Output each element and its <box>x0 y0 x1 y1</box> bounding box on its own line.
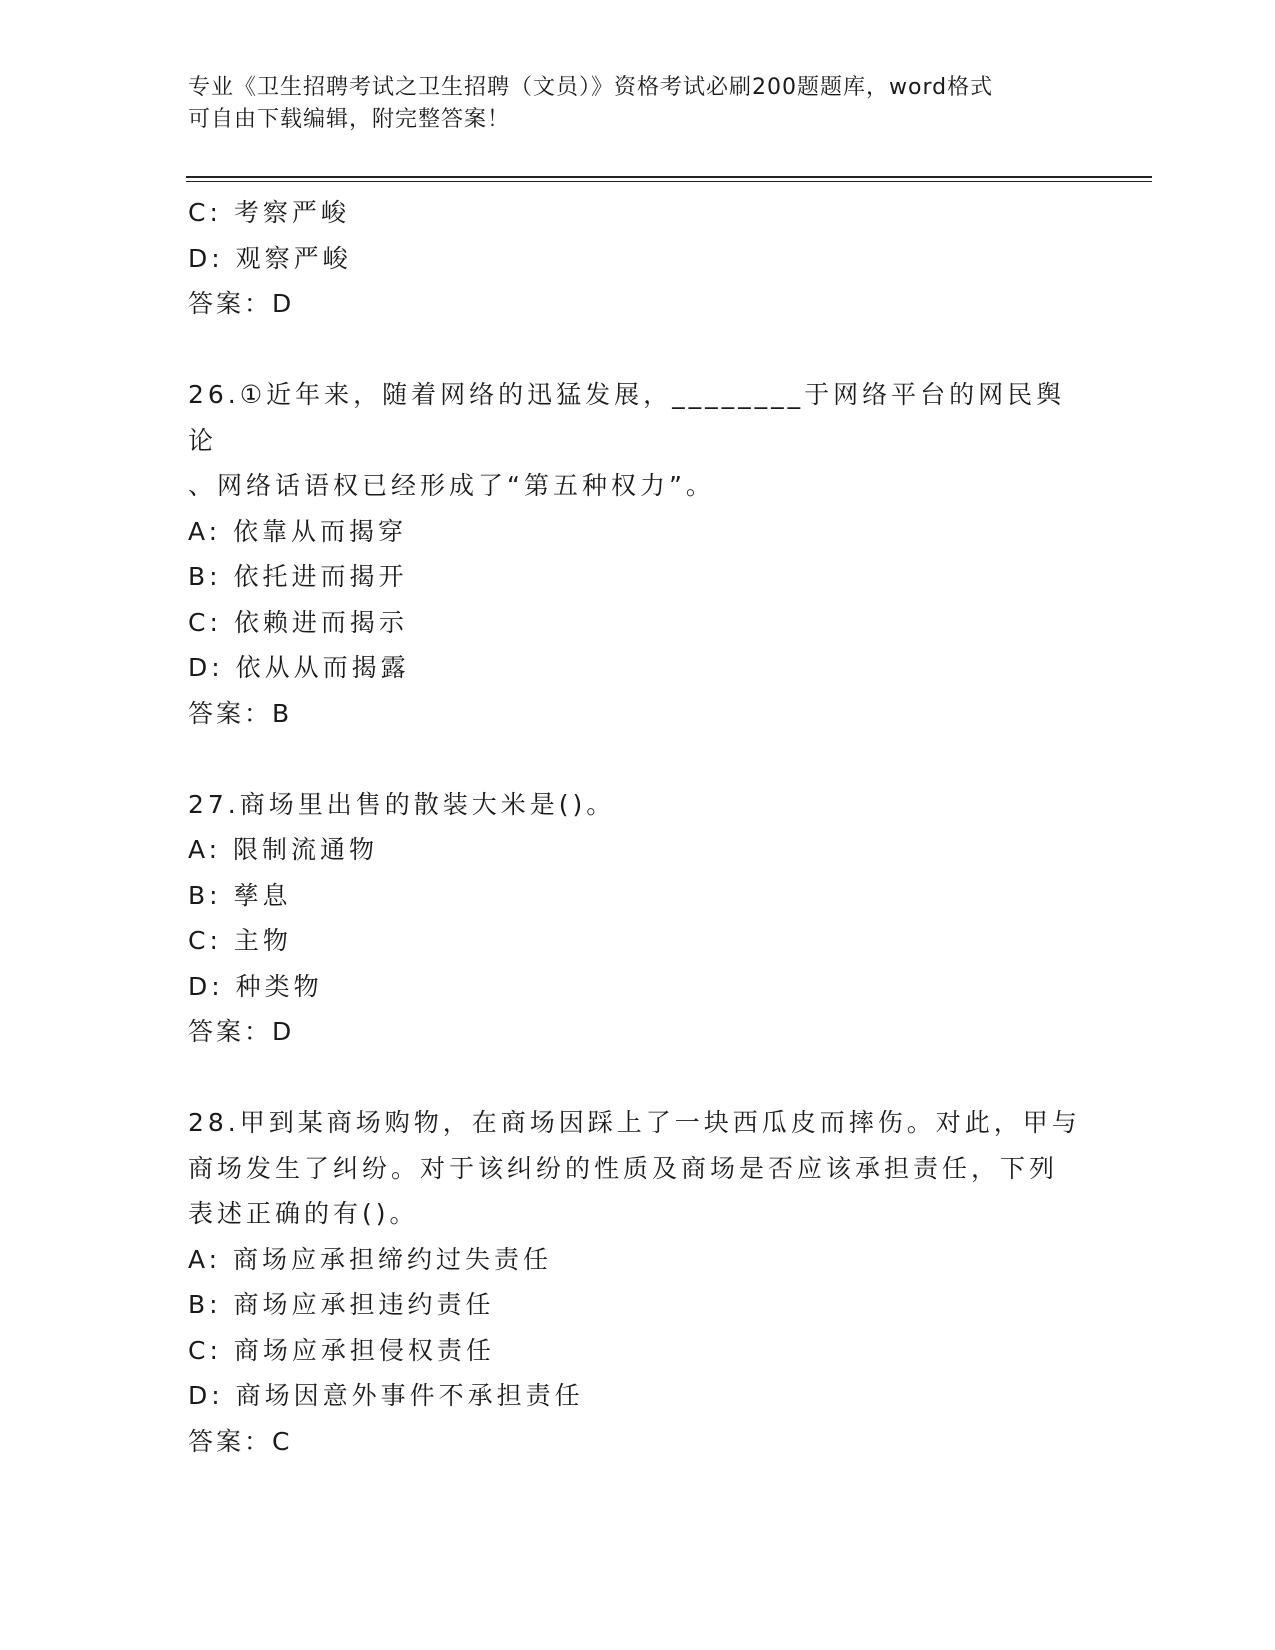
question-content <box>188 190 1088 1464</box>
option-d: D: 种类物 <box>188 971 323 1001</box>
question-stem: 表述正确的有()。 <box>188 1199 419 1228</box>
answer: 答案：C <box>188 1426 293 1456</box>
option-a: A: 限制流通物 <box>188 835 379 864</box>
answer: 答案：D <box>188 1017 295 1046</box>
question-stem: 27.商场里出售的散装大米是()。 <box>188 789 616 819</box>
option-b: B: 孳息 <box>188 880 292 910</box>
option-c: C: 商场应承担侵权责任 <box>188 1335 495 1365</box>
header-divider-thin <box>186 181 1152 182</box>
option-d: D: 商场因意外事件不承担责任 <box>188 1381 584 1410</box>
question-stem: 28.甲到某商场购物，在商场因踩上了一块西瓜皮而摔伤。对此，甲与 <box>188 1108 1081 1137</box>
option-d: D: 观察严峻 <box>188 243 352 273</box>
option-c: C: 考察严峻 <box>188 198 350 227</box>
answer: 答案：D <box>188 289 295 318</box>
header-line-1: 专业《卫生招聘考试之卫生招聘（文员）》资格考试必刷200题题库，word格式 <box>188 75 994 100</box>
option-a: A: 商场应承担缔约过失责任 <box>188 1244 553 1274</box>
question-27 <box>188 782 1088 1055</box>
header-line-2: 可自由下载编辑，附完整答案！ <box>188 107 511 132</box>
option-b: B: 商场应承担违约责任 <box>188 1290 495 1319</box>
question-stem: 、网络话语权已经形成了“第五种权力”。 <box>188 471 715 500</box>
option-d: D: 依从从而揭露 <box>188 653 410 682</box>
question-28 <box>188 1100 1088 1464</box>
option-c: C: 依赖进而揭示 <box>188 607 408 637</box>
option-c: C: 主物 <box>188 926 292 955</box>
page-header <box>188 72 1068 136</box>
header-divider-thick <box>186 176 1152 178</box>
question-25-continued <box>188 190 1088 327</box>
question-stem: 商场发生了纠纷。对于该纠纷的性质及商场是否应该承担责任，下列 <box>188 1153 1059 1183</box>
question-stem: 26.①近年来，随着网络的迅猛发展，________于网络平台的网民舆论 <box>188 380 1066 455</box>
option-b: B: 依托进而揭开 <box>188 562 408 591</box>
answer: 答案：B <box>188 698 293 728</box>
question-26 <box>188 372 1088 736</box>
option-a: A: 依靠从而揭穿 <box>188 516 408 546</box>
